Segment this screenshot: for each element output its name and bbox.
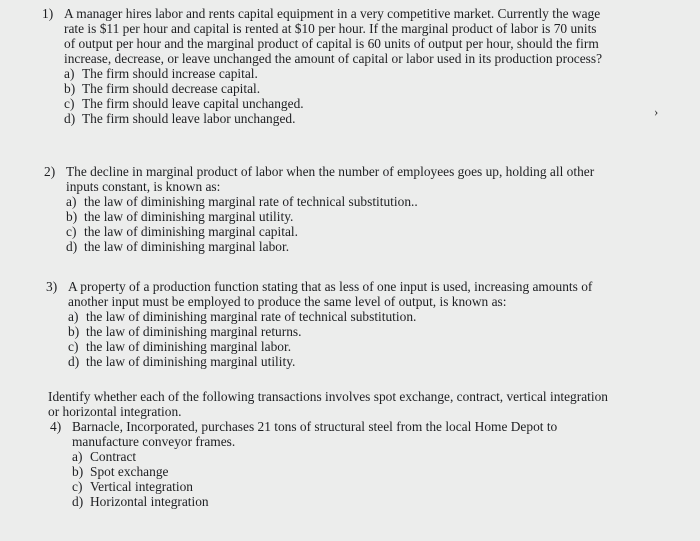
question-2-line-2: inputs constant, is known as: <box>66 179 221 194</box>
question-2 <box>44 164 664 254</box>
question-2-number: 2) <box>44 164 56 179</box>
question-2-option-b: b) the law of diminishing marginal utility. <box>66 209 294 224</box>
question-3-line-2: another input must be employed to produce the same level of output, is known as: <box>68 294 507 309</box>
question-4-option-d: d) Horizontal integration <box>72 494 209 509</box>
instructions-line-1: Identify whether each of the following transactions involves spot exchange, contract, vertical integration <box>48 389 608 404</box>
question-4-option-a: a) Contract <box>72 449 137 464</box>
question-4-line-1: Barnacle, Incorporated, purchases 21 tons of structural steel from the local Home Depot to <box>72 419 558 434</box>
question-2-stem <box>44 164 664 179</box>
question-4 <box>50 419 670 509</box>
question-4-line-2: manufacture conveyor frames. <box>72 434 236 449</box>
question-1-line-1: A manager hires labor and rents capital equipment in a very competitive market. Currently the wage <box>64 6 601 21</box>
question-3 <box>46 279 666 369</box>
question-2-option-d: d) the law of diminishing marginal labor. <box>66 239 290 254</box>
question-4-stem <box>50 419 670 434</box>
section-instructions <box>48 389 668 419</box>
question-4-number: 4) <box>50 419 62 434</box>
question-1-option-c: c) The firm should leave capital unchanged. <box>64 96 304 111</box>
question-3-option-d: d) the law of diminishing marginal utility. <box>68 354 296 369</box>
question-2-options <box>44 194 664 254</box>
question-4-options <box>50 449 670 509</box>
question-1-stem <box>42 6 662 21</box>
question-1-line-4: increase, decrease, or leave unchanged the amount of capital or labor used in its production process? <box>64 51 603 66</box>
question-1-options <box>42 66 662 126</box>
question-3-stem <box>46 279 666 294</box>
question-1-option-d: d) The firm should leave labor unchanged. <box>64 111 296 126</box>
question-1 <box>42 6 662 126</box>
question-1-line-2: rate is $11 per hour and capital is rented at $10 per hour. If the marginal product of labor is 70 units <box>64 21 597 36</box>
question-2-option-c: c) the law of diminishing marginal capital. <box>66 224 298 239</box>
question-1-option-b: b) The firm should decrease capital. <box>64 81 261 96</box>
question-2-option-a: a) the law of diminishing marginal rate of technical substitution.. <box>66 194 418 209</box>
question-2-line-1: The decline in marginal product of labor when the number of employees goes up, holding all other <box>66 164 595 179</box>
instructions-line-2: or horizontal integration. <box>48 404 182 419</box>
question-3-options <box>46 309 666 369</box>
question-3-option-c: c) the law of diminishing marginal labor. <box>68 339 292 354</box>
question-1-option-a: a) The firm should increase capital. <box>64 66 258 81</box>
question-4-option-b: b) Spot exchange <box>72 464 169 479</box>
question-1-number: 1) <box>42 6 54 21</box>
question-3-number: 3) <box>46 279 58 294</box>
question-3-option-b: b) the law of diminishing marginal returns. <box>68 324 302 339</box>
question-3-option-a: a) the law of diminishing marginal rate of technical substitution. <box>68 309 417 324</box>
question-4-option-c: c) Vertical integration <box>72 479 193 494</box>
margin-mark: › <box>654 104 659 119</box>
question-1-line-3: of output per hour and the marginal product of capital is 60 units of output per hour, should the firm <box>64 36 599 51</box>
question-3-line-1: A property of a production function stating that as less of one input is used, increasing amounts of <box>68 279 593 294</box>
